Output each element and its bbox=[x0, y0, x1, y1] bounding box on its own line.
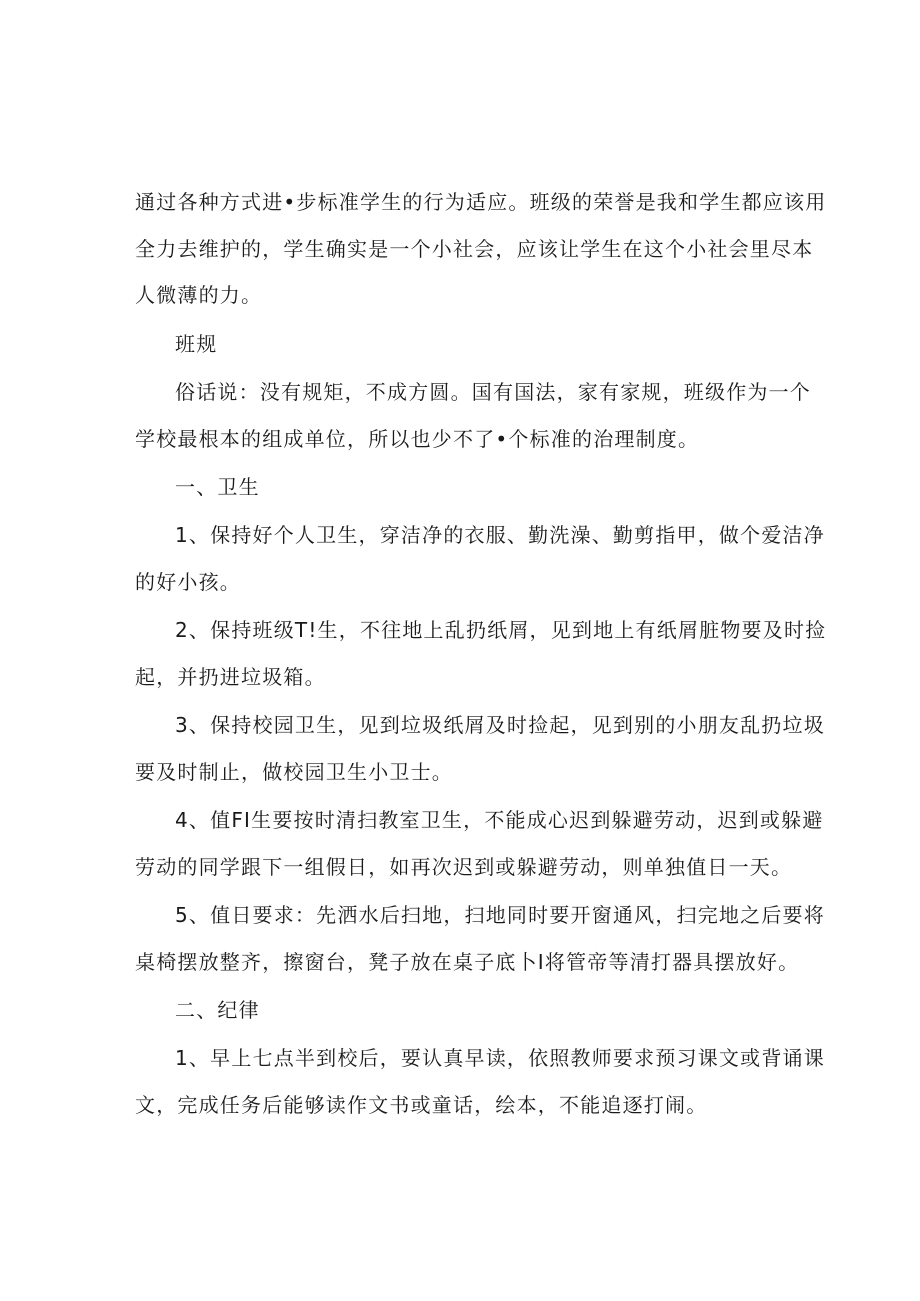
proverb-paragraph bbox=[135, 369, 811, 462]
section-discipline-heading: 二、纪律 bbox=[175, 998, 260, 1022]
text-line: 1、保持好个人卫生，穿洁净的衣服、勤洗澡、勤剪指甲，做个爱洁净 bbox=[175, 523, 825, 547]
rules-heading: 班规 bbox=[175, 332, 218, 356]
text-line: 3、保持校园卫生，见到垃圾纸屑及时捡起，见到别的小朋友乱扔垃圾 bbox=[175, 713, 825, 737]
hygiene-item-4 bbox=[135, 797, 824, 890]
section-hygiene-heading: 一、卫生 bbox=[175, 475, 260, 499]
hygiene-item-5 bbox=[135, 892, 825, 985]
discipline-item-1 bbox=[135, 1035, 825, 1128]
text-line: 要及时制止，做校园卫生小卫士。 bbox=[135, 759, 453, 784]
text-line: 2、保持班级T!生，不往地上乱扔纸屑，见到地上有纸屑脏物要及时捡 bbox=[175, 618, 827, 642]
text-line: 起，并扔进垃圾箱。 bbox=[135, 664, 326, 689]
text-line: 的好小孩。 bbox=[135, 569, 241, 594]
text-line: 文，完成任务后能够读作文书或童话，绘本，不能追逐打闹。 bbox=[135, 1092, 708, 1117]
text-line: 劳动的同学跟下一组假日，如再次迟到或躲避劳动，则单独值日一天。 bbox=[135, 854, 793, 879]
intro-paragraph bbox=[135, 179, 827, 319]
text-line: 1、早上七点半到校后，要认真早读，依照教师要求预习课文或背诵课 bbox=[175, 1046, 825, 1070]
text-line: 学校最根本的组成单位，所以也少不了•个标准的治理制度。 bbox=[135, 426, 700, 451]
text-line: 通过各种方式进•步标准学生的行为适应。班级的荣誉是我和学生都应该用 bbox=[135, 190, 827, 214]
text-line: 4、值FI生要按时清扫教室卫生，不能成心迟到躲避劳动，迟到或躲避 bbox=[175, 808, 824, 832]
text-line: 5、值日要求：先洒水后扫地，扫地同时要开窗通风，扫完地之后要将 bbox=[175, 903, 825, 927]
hygiene-item-3 bbox=[135, 702, 825, 795]
hygiene-item-1 bbox=[135, 512, 825, 605]
text-line: 桌椅摆放整齐，擦窗台，凳子放在桌子底卜I将管帝等清打器具摆放好。 bbox=[135, 949, 800, 974]
text-line: 人微薄的力。 bbox=[135, 283, 263, 307]
text-line: 全力去维护的，学生确实是一个小社会，应该让学生在这个小社会里尽本 bbox=[135, 236, 814, 261]
text-line: 俗话说：没有规矩，不成方圆。国有国法，家有家规，班级作为一个 bbox=[175, 380, 811, 404]
hygiene-item-2 bbox=[135, 607, 827, 700]
